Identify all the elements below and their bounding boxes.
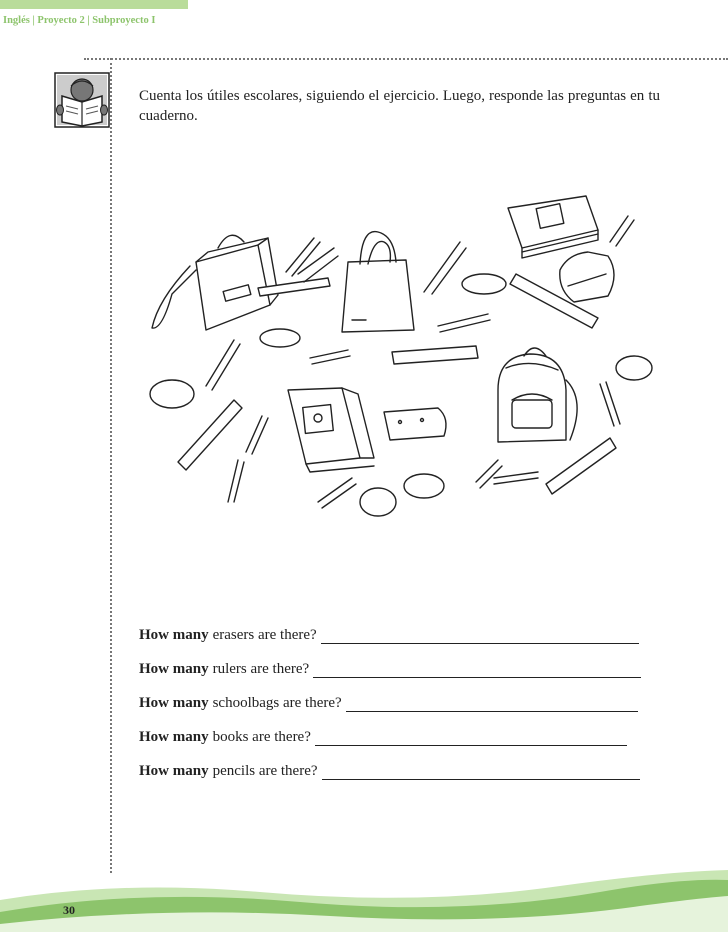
question-bold: How many xyxy=(139,695,209,711)
page-header: Inglés | Proyecto 2 | Subproyecto I xyxy=(3,15,156,26)
question-bold: How many xyxy=(139,729,209,745)
vertical-dotted-divider xyxy=(110,58,112,873)
question-bold: How many xyxy=(139,661,209,677)
answer-line[interactable] xyxy=(321,629,639,644)
answer-line[interactable] xyxy=(313,663,641,678)
schoolbag-illustration xyxy=(152,235,278,330)
child-reading-icon xyxy=(54,72,110,128)
answer-line[interactable] xyxy=(315,731,627,746)
footer-wave xyxy=(0,862,728,932)
question-text: schoolbags are there? xyxy=(212,695,342,711)
question-bold: How many xyxy=(139,627,209,643)
question-row xyxy=(139,712,669,746)
book-illustration xyxy=(288,388,374,472)
pencil-case-illustration xyxy=(560,252,614,302)
question-bold: How many xyxy=(139,763,209,779)
page-number: 30 xyxy=(63,903,75,917)
horizontal-dotted-divider xyxy=(84,58,728,60)
question-row xyxy=(139,678,669,712)
question-text: erasers are there? xyxy=(212,627,317,643)
school-supplies-illustration xyxy=(138,190,660,570)
question-text: pencils are there? xyxy=(212,763,318,779)
pencil-case-illustration xyxy=(384,408,446,440)
schoolbag-illustration xyxy=(498,348,577,442)
top-accent-bar xyxy=(0,0,188,9)
question-text: books are there? xyxy=(212,729,311,745)
instruction-text: Cuenta los útiles escolares, siguiendo el ejercicio. Luego, responde las preguntas en tu cuaderno. xyxy=(139,88,660,124)
question-row xyxy=(139,644,669,678)
answer-line[interactable] xyxy=(322,765,640,780)
question-text: rulers are there? xyxy=(212,661,310,677)
answer-line[interactable] xyxy=(346,697,638,712)
schoolbag-illustration xyxy=(342,232,414,332)
questions-list xyxy=(139,610,669,780)
book-illustration xyxy=(508,196,598,258)
question-row xyxy=(139,610,669,644)
question-row xyxy=(139,746,669,780)
